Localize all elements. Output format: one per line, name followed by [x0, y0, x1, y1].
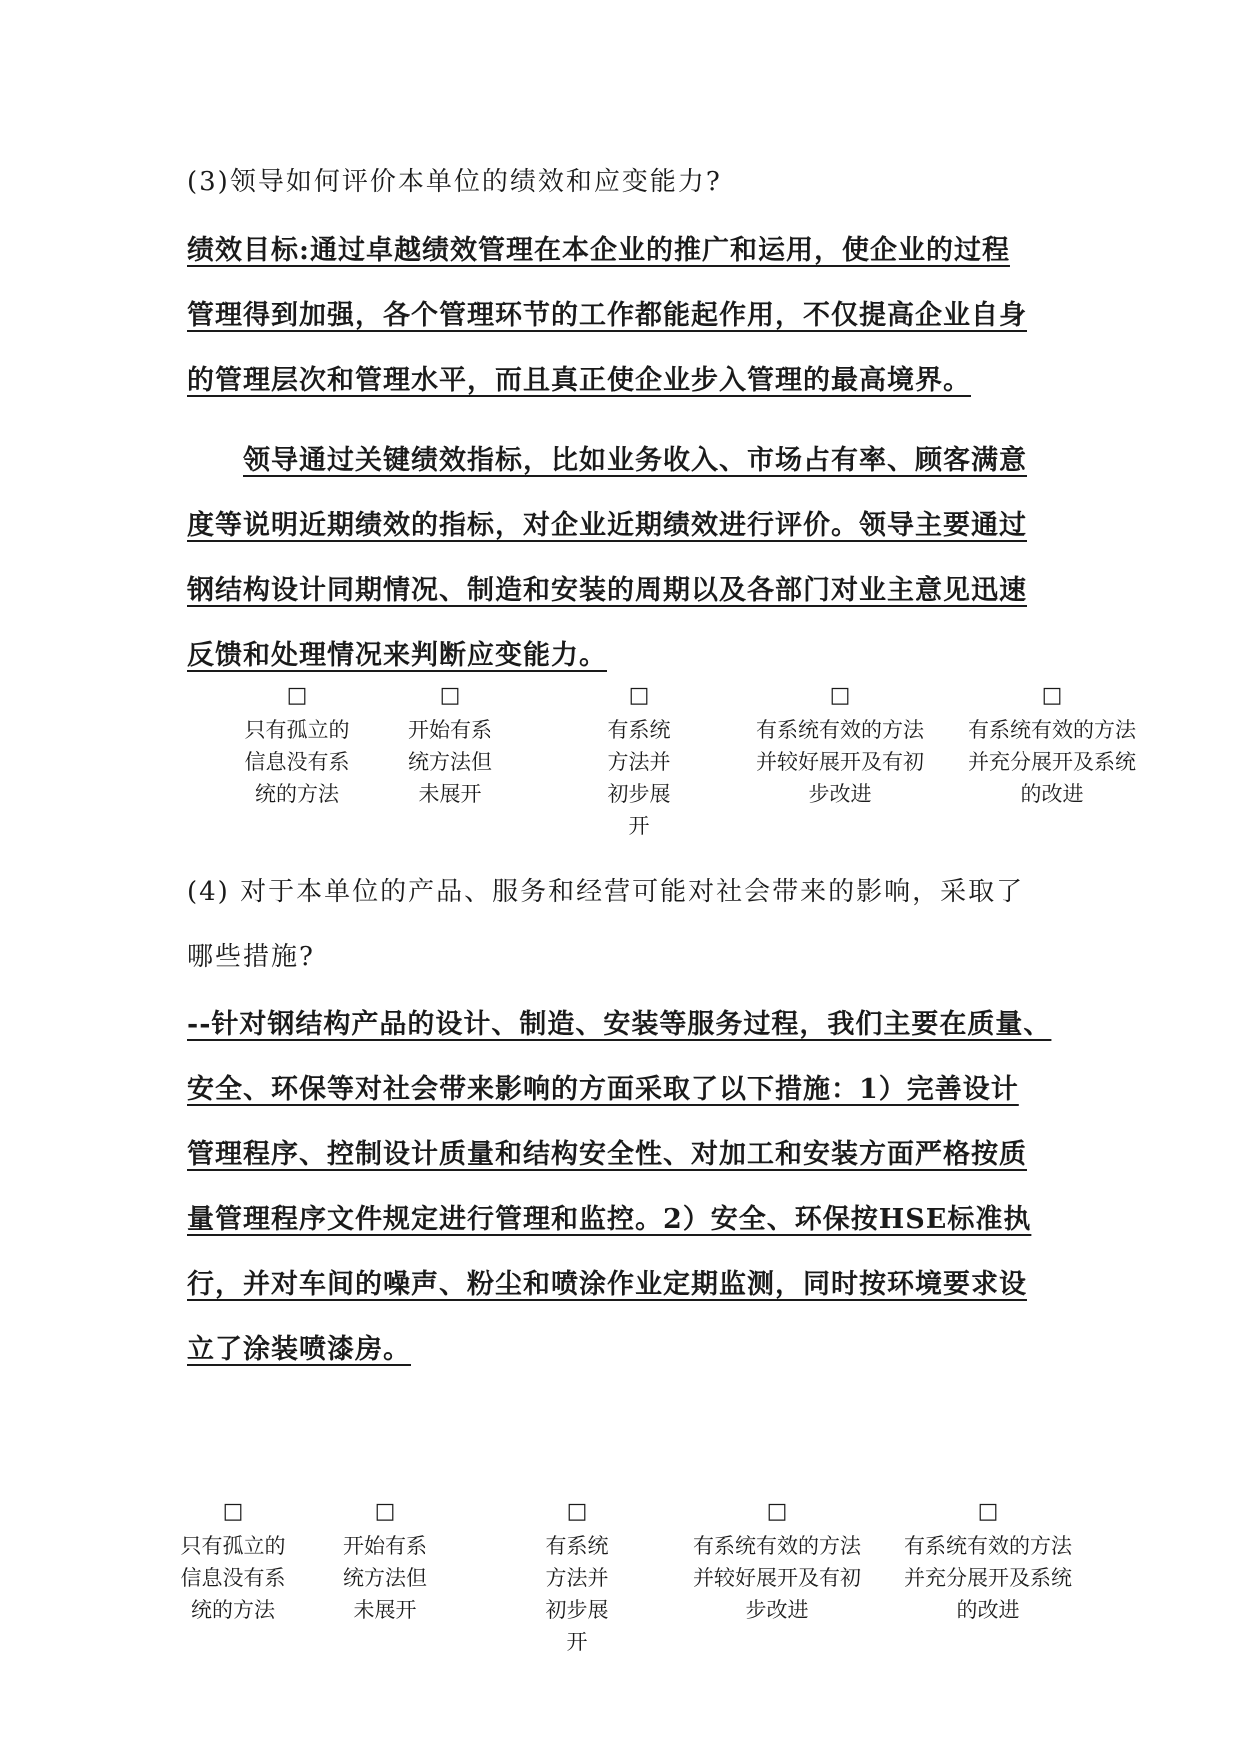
answer-line: 领导通过关键绩效指标，比如业务收入、市场占有率、顾客满意: [243, 445, 1027, 476]
checkbox[interactable]: □: [829, 683, 851, 708]
checkbox[interactable]: □: [766, 1499, 788, 1524]
rating-option-label: 有系统有效的方法并充分展开及系统的改进: [968, 718, 1136, 806]
answer-line: 行，并对车间的噪声、粉尘和喷涂作业定期监测，同时按环境要求设: [187, 1269, 1027, 1300]
answer-line: 管理得到加强，各个管理环节的工作都能起作用，不仅提高企业自身: [187, 300, 1027, 331]
checkbox[interactable]: □: [222, 1499, 244, 1524]
answer-line: 度等说明近期绩效的指标，对企业近期绩效进行评价。领导主要通过: [187, 510, 1027, 541]
checkbox[interactable]: □: [628, 683, 650, 708]
answer-line: 安全、环保等对社会带来影响的方面采取了以下措施：1）完善设计: [187, 1074, 1019, 1105]
checkbox[interactable]: □: [566, 1499, 588, 1524]
answer-line: 钢结构设计同期情况、制造和安装的周期以及各部门对业主意见迅速: [187, 575, 1027, 606]
rating-option-2[interactable]: [375, 684, 525, 810]
rating-option-label: 有系统方法并初步展开: [545, 1534, 609, 1654]
answer-line: 管理程序、控制设计质量和结构安全性、对加工和安装方面严格按质: [187, 1139, 1027, 1170]
rating-option-label: 开始有系统方法但未展开: [408, 718, 492, 806]
rating-option-5[interactable]: [893, 1500, 1083, 1626]
answer-4: [187, 992, 1067, 1382]
question-line: 哪些措施?: [187, 942, 315, 972]
answer-line: 量管理程序文件规定进行管理和监控。2）安全、环保按HSE标准执: [187, 1204, 1032, 1235]
answer-3-goal: [187, 218, 1067, 413]
rating-option-5[interactable]: [957, 684, 1147, 810]
rating-option-4[interactable]: [682, 1500, 872, 1626]
answer-line: 绩效目标:通过卓越绩效管理在本企业的推广和运用，使企业的过程: [187, 235, 1010, 266]
question-line: (4) 对于本单位的产品、服务和经营可能对社会带来的影响，采取了: [187, 877, 1025, 907]
answer-line: 的管理层次和管理水平，而且真正使企业步入管理的最高境界。: [187, 365, 971, 396]
rating-option-label: 只有孤立的信息没有系统的方法: [244, 718, 350, 806]
question-3: (3)领导如何评价本单位的绩效和应变能力?: [187, 167, 722, 197]
checkbox[interactable]: □: [374, 1499, 396, 1524]
rating-option-label: 只有孤立的信息没有系统的方法: [180, 1534, 286, 1622]
answer-line: --针对钢结构产品的设计、制造、安装等服务过程，我们主要在质量、: [187, 1009, 1052, 1040]
rating-option-label: 有系统有效的方法并较好展开及有初步改进: [756, 718, 924, 806]
rating-option-2[interactable]: [310, 1500, 460, 1626]
checkbox[interactable]: □: [439, 683, 461, 708]
rating-option-label: 有系统有效的方法并充分展开及系统的改进: [904, 1534, 1072, 1622]
rating-scale-4: [0, 1500, 1241, 1660]
rating-option-label: 开始有系统方法但未展开: [343, 1534, 427, 1622]
rating-scale-3: [0, 683, 1241, 838]
checkbox[interactable]: □: [977, 1499, 999, 1524]
answer-line: 立了涂装喷漆房。: [187, 1334, 411, 1365]
rating-option-4[interactable]: [745, 684, 935, 810]
rating-option-label: 有系统方法并初步展开: [607, 718, 671, 838]
checkbox[interactable]: □: [286, 683, 308, 708]
checkbox[interactable]: □: [1041, 683, 1063, 708]
rating-option-3[interactable]: [564, 684, 714, 842]
rating-option-label: 有系统有效的方法并较好展开及有初步改进: [693, 1534, 861, 1622]
answer-3-evaluation: [187, 428, 1067, 688]
question-4: [187, 860, 1067, 990]
answer-line: 反馈和处理情况来判断应变能力。: [187, 640, 607, 671]
rating-option-1[interactable]: [222, 684, 372, 810]
rating-option-3[interactable]: [502, 1500, 652, 1658]
rating-option-1[interactable]: [158, 1500, 308, 1626]
